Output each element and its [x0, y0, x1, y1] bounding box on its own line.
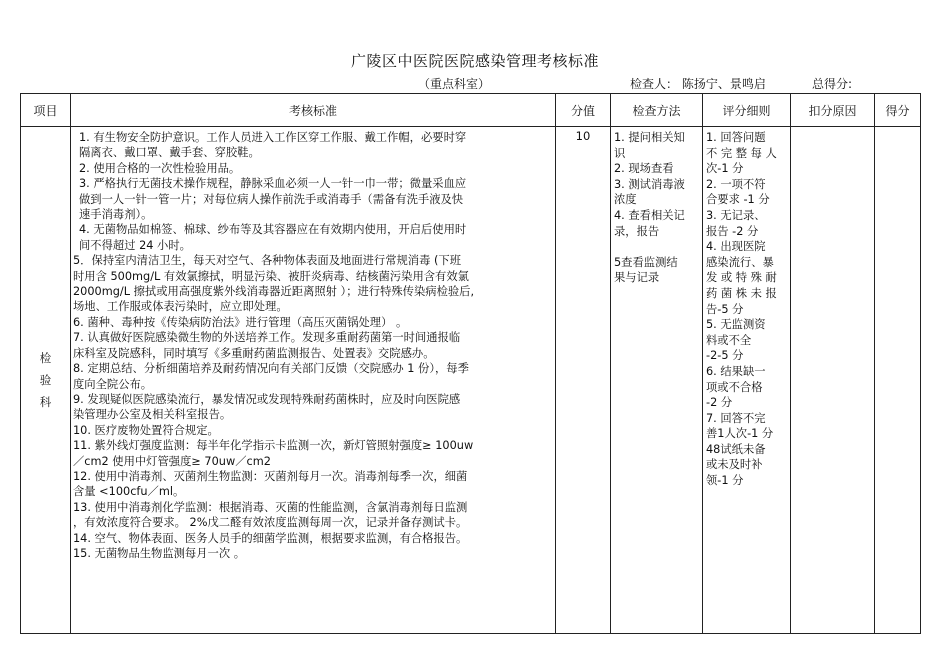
rules-cell [703, 127, 791, 634]
result-score-cell [875, 127, 921, 634]
rule-line: 领-1 分 [706, 474, 744, 488]
rule-line: 1. 回答问题 [706, 131, 766, 144]
total-score-label: 总得分: [812, 77, 853, 91]
criteria-item [73, 222, 553, 253]
criteria-line: 隔离衣、戴口罩、戴手套、穿胶鞋。 [79, 146, 260, 160]
rule-line: 项或不合格 [706, 380, 763, 394]
criteria-line: 度向全院公布。 [73, 377, 153, 391]
criteria-line: 间不得超过 24 小时。 [79, 238, 191, 252]
criteria-item [73, 130, 553, 161]
criteria-item [73, 315, 553, 330]
criteria-line: 2. 使用合格的一次性检验用品。 [79, 161, 241, 175]
header-result: 得分 [875, 94, 921, 127]
project-char: 检 [39, 351, 52, 365]
page-title: 广陵区中医院医院感染管理考核标准 [350, 52, 599, 70]
department-label: （重点科室） [418, 77, 491, 91]
criteria-item [73, 361, 553, 392]
criteria-line: 染管理办公室及相关科室报告。 [73, 408, 232, 422]
criteria-item [73, 438, 553, 469]
rule-line: 发 或 特 殊 耐 [706, 271, 777, 285]
criteria-line: 5．保持室内清洁卫生，每天对空气、各种物体表面及地面进行常规消毒 (下班 [73, 254, 461, 268]
header-project: 项目 [21, 94, 71, 127]
criteria-line: 2000mg/L 擦拭或用高强度紫外线消毒器近距离照射 ）；进行特殊传染病检验后, [73, 285, 475, 299]
header-criteria: 考核标准 [71, 94, 556, 127]
rules-list [703, 127, 790, 489]
criteria-line: 10. 医疗废物处置符合规定。 [73, 423, 219, 437]
rule-line: 告-5 分 [706, 302, 744, 316]
header-rules: 评分细则 [703, 94, 791, 127]
criteria-line: 时用含 500mg/L 有效氯擦拭，明显污染、被肝炎病毒、结核菌污染用含有效氯 [73, 269, 469, 283]
score-value: 10 [575, 129, 591, 143]
criteria-item [73, 469, 553, 500]
method-list [611, 127, 702, 286]
header-row [21, 94, 921, 127]
inspector-label: 检查人： 陈扬宁、景鸣启 [630, 77, 766, 91]
criteria-item [73, 253, 553, 315]
criteria-line: 做到一人一针一管一片；对每位病人操作前洗手或消毒手（需备有洗手液及快 [79, 192, 464, 206]
method-line: 4. 查看相关记 [614, 208, 685, 222]
rule-line: 合要求 -1 分 [706, 193, 770, 207]
criteria-line: 11. 紫外线灯强度监测：每半年化学指示卡监测一次，新灯管照射强度≥ 100uw [73, 439, 474, 453]
method-line: 3. 测试消毒液 [614, 177, 685, 191]
criteria-line: 15. 无菌物品生物监测每月一次 。 [73, 546, 246, 560]
method-line: 录，报告 [614, 224, 660, 238]
rule-line: 药 菌 株 未 报 [706, 286, 777, 300]
score-cell [556, 127, 611, 634]
criteria-item [73, 330, 553, 361]
rule-line: 报告 -2 分 [706, 224, 759, 238]
rule-line: -2 分 [706, 396, 733, 410]
criteria-item [73, 161, 553, 176]
deduction-reason-cell [791, 127, 875, 634]
rule-line: 次-1 分 [706, 162, 744, 176]
criteria-line: 8. 定期总结、分析细菌培养及耐药情况向有关部门反馈（交院感办 1 份），每季 [73, 362, 469, 376]
rule-line: 或未及时补 [706, 458, 763, 472]
method-line: 浓度 [614, 193, 637, 207]
project-char: 验 [39, 373, 52, 387]
criteria-cell [71, 127, 556, 634]
criteria-line: 含量 <100cfu／ml。 [73, 485, 185, 499]
criteria-line: 12. 使用中消毒剂、灭菌剂生物监测：灭菌剂每月一次。消毒剂每季一次，细菌 [73, 469, 468, 483]
criteria-line: 13. 使用中消毒剂化学监测：根据消毒、灭菌的性能监测，含氯消毒剂每日监测 [73, 500, 468, 514]
rule-line: -2-5 分 [706, 349, 744, 363]
method-cell [611, 127, 703, 634]
rule-line: 6. 结果缺一 [706, 364, 766, 378]
project-char: 科 [39, 395, 52, 409]
rule-line: 48试纸未备 [706, 442, 766, 456]
criteria-line: 1. 有生物安全防护意识。工作人员进入工作区穿工作服、戴工作帽，必要时穿 [79, 131, 467, 144]
criteria-item [73, 392, 553, 423]
method-line: 识 [614, 146, 626, 160]
method-line: 5查看监测结 [614, 255, 678, 269]
criteria-line: 4. 无菌物品如棉签、棉球、纱布等及其容器应在有效期内使用，开启后使用时 [79, 223, 467, 237]
header-score: 分值 [556, 94, 611, 127]
rule-line: 感染流行、暴 [706, 255, 774, 269]
criteria-line: 速手消毒剂）。 [79, 208, 153, 222]
project-cell [21, 127, 71, 634]
header-deduction: 扣分原因 [791, 94, 875, 127]
criteria-line: 3. 严格执行无菌技术操作规程，静脉采血必须一人一针一巾一带；微量采血应 [79, 177, 467, 191]
criteria-item [73, 546, 553, 561]
table-row [21, 127, 921, 634]
criteria-item [73, 176, 553, 222]
criteria-line: 9. 发现疑似医院感染流行，暴发情况或发现特殊耐药菌株时，应及时向医院感 [73, 392, 461, 406]
criteria-line: ，有效浓度符合要求。 2%戊二醛有效浓度监测每周一次，记录并备存测试卡。 [73, 516, 468, 530]
method-line: 果与记录 [614, 271, 660, 285]
criteria-item [73, 423, 553, 438]
rule-line: 料或不全 [706, 333, 752, 347]
rule-line: 7. 回答不完 [706, 411, 766, 425]
method-line: 2. 现场查看 [614, 162, 674, 176]
criteria-line: 场地、工作服或体表污染时，应立即处理。 [73, 300, 288, 314]
criteria-line: 7. 认真做好医院感染微生物的外送培养工作。发现多重耐药菌第一时间通报临 [73, 331, 461, 345]
rule-line: 3. 无记录、 [706, 208, 766, 222]
rule-line: 不 完 整 每 人 [706, 146, 777, 160]
criteria-line: ／cm2 使用中灯管强度≥ 70uw／cm2 [73, 454, 271, 468]
assessment-table [20, 93, 921, 634]
criteria-item [73, 500, 553, 531]
header-method: 检查方法 [611, 94, 703, 127]
criteria-item [73, 531, 553, 546]
rule-line: 善1人次-1 分 [706, 427, 774, 441]
rule-line: 2. 一项不符 [706, 177, 766, 191]
rule-line: 5. 无监测资 [706, 318, 766, 332]
criteria-line: 6. 菌种、毒种按《传染病防治法》进行管理（高压灭菌锅处理） 。 [73, 315, 408, 329]
criteria-line: 床科室及院感科，同时填写《多重耐药菌监测报告、处置表》交院感办。 [73, 346, 435, 360]
rule-line: 4. 出现医院 [706, 240, 766, 254]
method-line: 1. 提问相关知 [614, 131, 685, 144]
method-line [614, 239, 699, 255]
criteria-list [71, 127, 555, 561]
criteria-line: 14. 空气、物体表面、医务人员手的细菌学监测，根据要求监测，有合格报告。 [73, 531, 468, 545]
